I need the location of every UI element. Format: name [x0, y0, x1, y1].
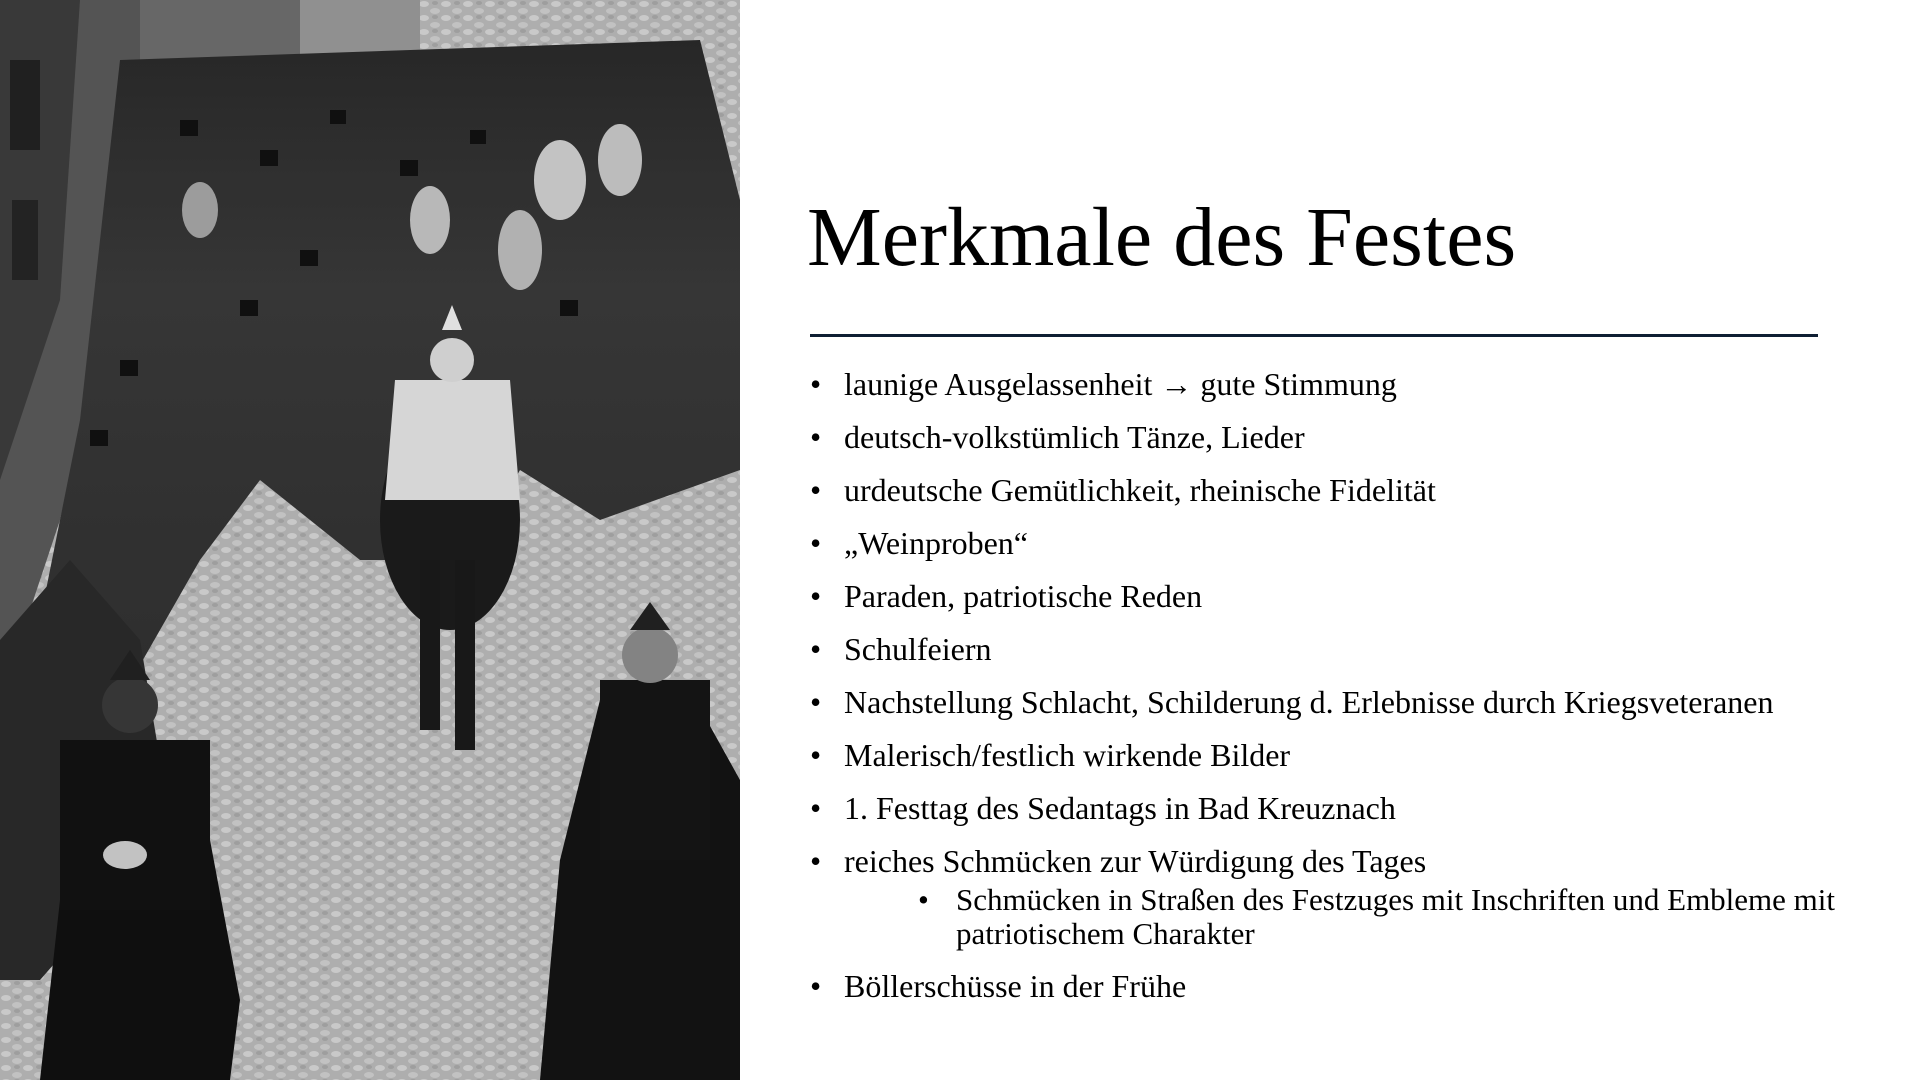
- bullet-item: • Schulfeiern: [810, 631, 1900, 667]
- slide-title: Merkmale des Festes: [807, 191, 1517, 284]
- sub-bullet-list: [844, 883, 1900, 951]
- bullet-item: • urdeutsche Gemütlichkeit, rheinische Fidelität: [810, 472, 1900, 508]
- bullet-item: • Malerisch/festlich wirkende Bilder: [810, 737, 1900, 773]
- bullet-item: • 1. Festtag des Sedantags in Bad Kreuznach: [810, 790, 1900, 826]
- bullet-list: [810, 366, 1900, 1021]
- bullet-item: • Paraden, patriotische Reden: [810, 578, 1900, 614]
- bullet-item: • deutsch-volkstümlich Tänze, Lieder: [810, 419, 1900, 455]
- bullet-item: • launige Ausgelassenheit → gute Stimmung: [810, 366, 1900, 402]
- parade-photo: [0, 0, 740, 1080]
- parade-photo-image: [0, 0, 740, 1080]
- bullet-item: • Böllerschüsse in der Frühe: [810, 968, 1900, 1004]
- bullet-item-text: reiches Schmücken zur Würdigung des Tages: [844, 843, 1427, 879]
- title-divider: [810, 334, 1818, 337]
- bullet-item: • Nachstellung Schlacht, Schilderung d. Erlebnisse durch Kriegsveteranen: [810, 684, 1900, 720]
- bullet-item: • „Weinproben“: [810, 525, 1900, 561]
- sub-bullet-item: • Schmücken in Straßen des Festzuges mit Inschriften und Embleme mit patriotischem Charakter: [916, 883, 1900, 951]
- bullet-item-with-subitems: [810, 843, 1900, 951]
